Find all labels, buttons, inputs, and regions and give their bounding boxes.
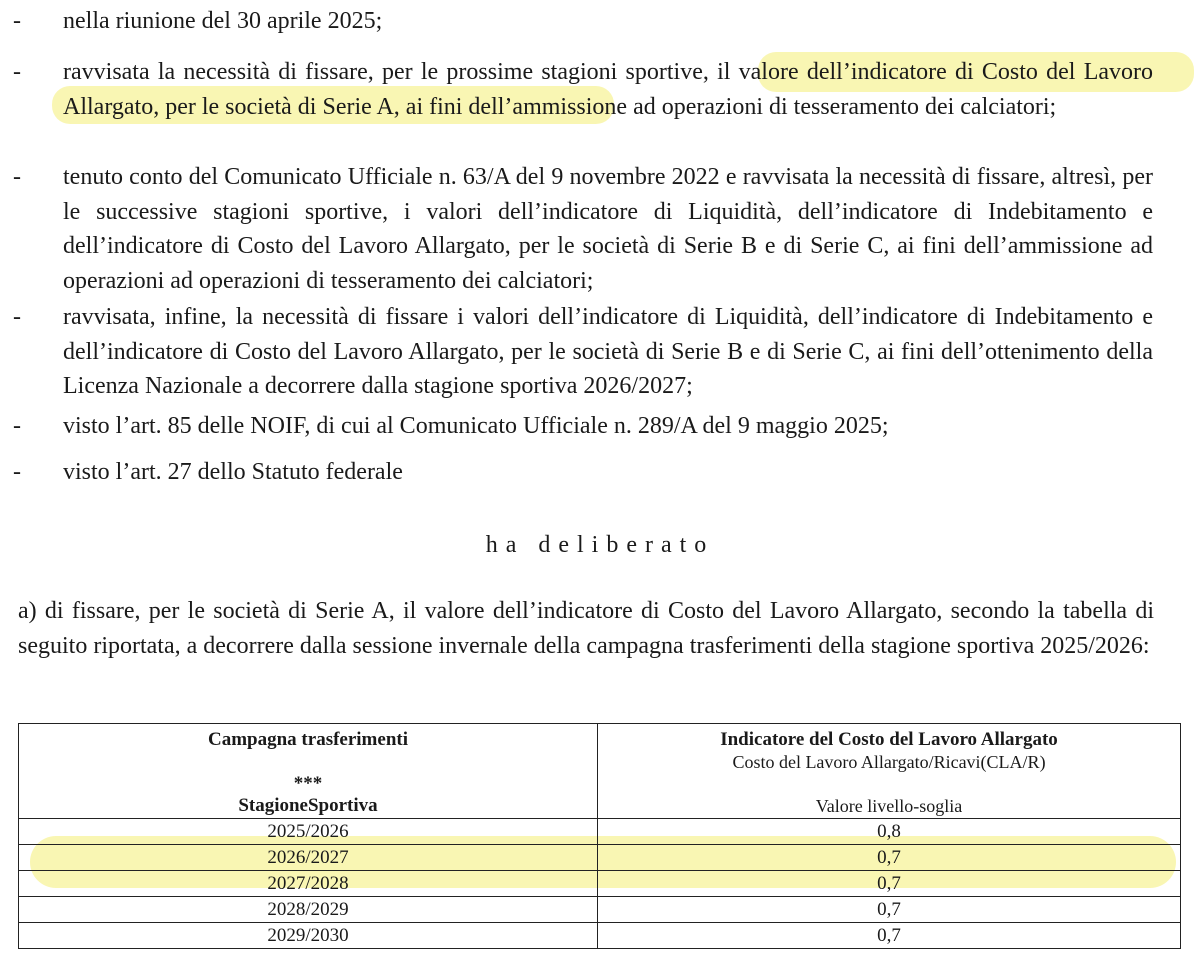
header-right-title: Indicatore del Costo del Lavoro Allargato bbox=[720, 729, 1058, 750]
value-cell: 0,7 bbox=[598, 871, 1181, 897]
header-right-formula: Costo del Lavoro Allargato/Ricavi(CLA/R) bbox=[732, 752, 1046, 772]
header-left-stars: *** bbox=[293, 773, 323, 794]
list-dash: - bbox=[13, 59, 21, 85]
table-row bbox=[19, 897, 1181, 923]
list-dash: - bbox=[13, 164, 21, 190]
premise-text: ravvisata, infine, la necessità di fissare i valori dell’indicatore di Liquidità, dell’indicatore di Indebitamento e dell’indicatore di Costo del Lavoro Allargato, per le società di Serie B e di Serie C, ai fini dell’ottenimento della Licenza Nazionale a decorrere dalla stagione sportiva 2026/2027; bbox=[63, 304, 1153, 399]
list-dash: - bbox=[13, 459, 21, 485]
season-cell: 2025/2026 bbox=[19, 819, 598, 845]
header-cell-indicator bbox=[598, 724, 1181, 819]
list-dash: - bbox=[13, 413, 21, 439]
value-cell: 0,8 bbox=[598, 819, 1181, 845]
header-cell-season bbox=[19, 724, 598, 819]
value-cell: 0,7 bbox=[598, 923, 1181, 949]
season-cell: 2029/2030 bbox=[19, 923, 598, 949]
premise-text: nella riunione del 30 aprile 2025; bbox=[63, 8, 383, 34]
season-cell: 2026/2027 bbox=[19, 845, 598, 871]
premise-text: ravvisata la necessità di fissare, per le prossime stagioni sportive, il valore dell’indicatore di Costo del Lavoro Allargato, per le società di Serie A, ai fini dell’ammissione ad operazioni di tesseramento dei calciatori; bbox=[63, 59, 1153, 120]
table-row bbox=[19, 923, 1181, 949]
list-dash: - bbox=[13, 304, 21, 330]
paragraph-a: a) di fissare, per le società di Serie A, il valore dell’indicatore di Costo del Lavoro Allargato, secondo la tabella di seguito riportata, a decorrere dalla sessione invernale della campagna trasferimenti della stagione sportiva 2025/2026: bbox=[18, 598, 1154, 659]
header-left-title: Campagna trasferimenti bbox=[208, 729, 408, 750]
value-cell: 0,7 bbox=[598, 845, 1181, 871]
table-header-row bbox=[19, 724, 1181, 819]
deliberation-heading: ha deliberato bbox=[485, 532, 715, 558]
season-cell: 2027/2028 bbox=[19, 871, 598, 897]
header-right-subtitle: Valore livello-soglia bbox=[815, 796, 963, 816]
value-cell: 0,7 bbox=[598, 897, 1181, 923]
premise-text: visto l’art. 27 dello Statuto federale bbox=[63, 459, 403, 485]
premise-text: tenuto conto del Comunicato Ufficiale n. 63/A del 9 novembre 2022 e ravvisata la necessità di fissare, altresì, per le successive stagioni sportive, i valori dell’indicatore di Liquidità, dell’indicatore di Indebitamento e dell’indicatore di Costo del Lavoro Allargato, per le società di Serie B e di Serie C, ai fini dell’ammissione ad operazioni ad operazioni di tesseramento dei calciatori; bbox=[63, 164, 1153, 294]
list-dash: - bbox=[13, 8, 21, 34]
header-left-subtitle: StagioneSportiva bbox=[238, 795, 378, 816]
season-cell: 2028/2029 bbox=[19, 897, 598, 923]
table-row bbox=[19, 871, 1181, 897]
threshold-table bbox=[18, 723, 1181, 949]
table-row bbox=[19, 819, 1181, 845]
premise-text: visto l’art. 85 delle NOIF, di cui al Comunicato Ufficiale n. 289/A del 9 maggio 2025; bbox=[63, 413, 889, 439]
table-row bbox=[19, 845, 1181, 871]
